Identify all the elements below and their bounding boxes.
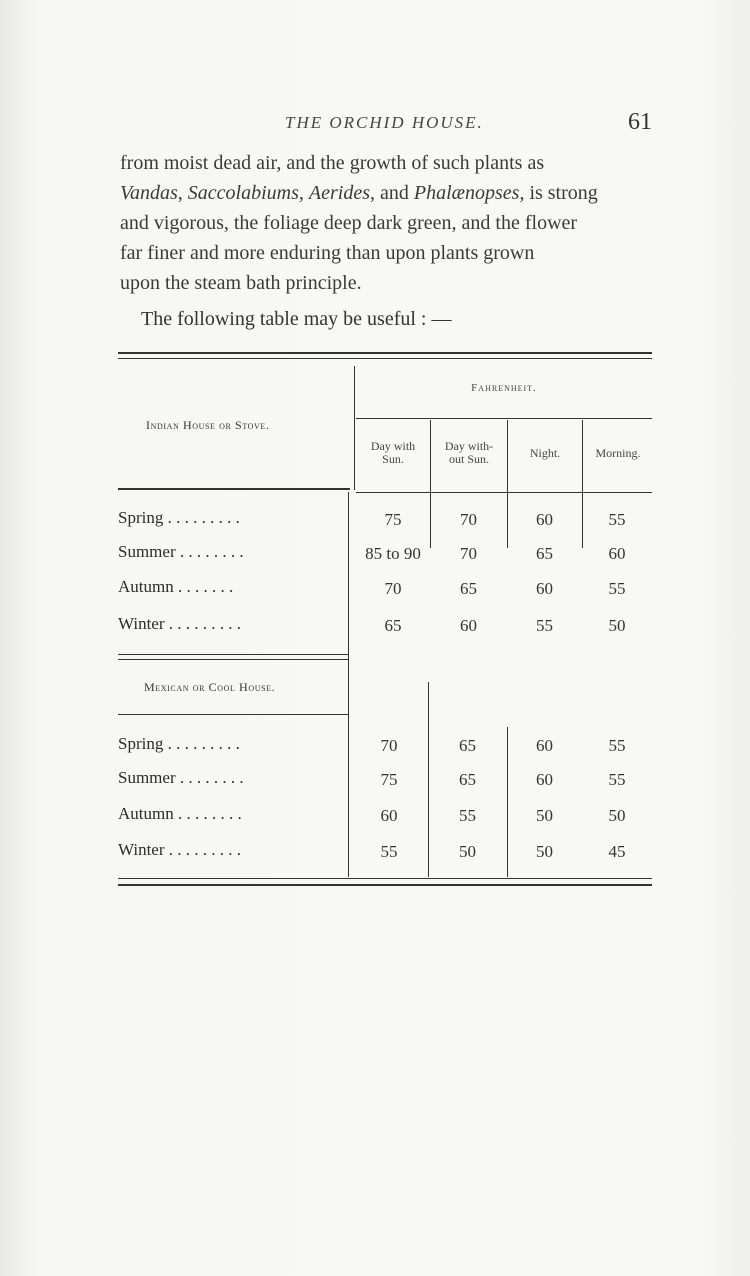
season-label: Winter . . . . . . . . .: [118, 614, 242, 633]
season-label: Winter . . . . . . . . .: [118, 840, 242, 859]
top-rule-thin: [118, 358, 652, 359]
cell-day-with-sun: 55: [380, 842, 398, 861]
cell-day-without-sun: 55: [459, 806, 476, 825]
cell-morning: 45: [608, 842, 626, 861]
season-label: Summer . . . . . . . .: [118, 768, 244, 787]
cell-day-with-sun: 70: [384, 579, 402, 598]
running-title: THE ORCHID HOUSE.: [285, 113, 484, 132]
cell-night: 60: [536, 579, 553, 598]
cell-night: 55: [536, 616, 553, 635]
season-label: Summer . . . . . . . .: [118, 542, 244, 561]
plant-name: Saccolabiums: [187, 182, 299, 204]
stub-header-rule: [118, 488, 350, 490]
running-head: [0, 109, 750, 137]
section-title-indian: Indian House or Stove.: [146, 418, 270, 432]
cell-morning: 50: [608, 806, 626, 825]
paragraph-line: and vigorous, the foliage deep dark green, and the flower: [120, 212, 578, 234]
col-head-morning: Morning.: [595, 446, 641, 460]
cell-night: 50: [536, 842, 553, 861]
cell-night: 60: [536, 736, 553, 755]
table-row: [118, 804, 652, 834]
cell-day-with-sun: 70: [380, 736, 398, 755]
cell-day-with-sun: 75: [384, 510, 402, 529]
cell-day-without-sun: 70: [460, 510, 477, 529]
section-header-rule: [118, 714, 348, 715]
cell-morning: 55: [608, 579, 626, 598]
season-label: Spring . . . . . . . . .: [118, 734, 240, 753]
cell-morning: 55: [608, 736, 626, 755]
season-label: Autumn . . . . . . .: [118, 577, 234, 596]
section-rule: [118, 654, 348, 655]
section-title-mexican: Mexican or Cool House.: [144, 680, 276, 694]
paragraph-line: upon the steam bath principle.: [120, 272, 362, 294]
table-row: [118, 840, 652, 870]
plant-name: Vandas: [120, 182, 178, 204]
plant-name: Phalænopses: [413, 182, 520, 204]
season-label: Autumn . . . . . . . .: [118, 804, 242, 823]
page-number: 61: [628, 109, 652, 135]
cell-morning: 60: [608, 544, 626, 563]
cell-day-with-sun: 65: [384, 616, 402, 635]
cell-day-with-sun: 85 to 90: [365, 544, 421, 563]
body-paragraph: [120, 148, 653, 298]
table-row: [118, 614, 652, 644]
col-head-day-without-sun: Day with- out Sun.: [444, 439, 494, 466]
group-header-rule: [356, 418, 652, 419]
paragraph-line: Vandas, Saccolabiums, Aerides, and Phalænopses, is strong: [120, 182, 598, 204]
fahrenheit-header: Fahrenheit.: [471, 382, 537, 394]
cell-night: 60: [536, 510, 553, 529]
temperature-table: [118, 352, 652, 892]
cell-day-without-sun: 65: [459, 770, 476, 789]
paragraph-line: far finer and more enduring than upon plants grown: [120, 242, 535, 264]
cell-night: 65: [536, 544, 553, 563]
plant-name: Aerides: [308, 182, 370, 204]
table-row: [118, 542, 652, 572]
col-head-day-with-sun: Day with Sun.: [370, 439, 416, 466]
cell-day-without-sun: 65: [459, 736, 476, 755]
column-divider: [354, 366, 355, 490]
top-rule: [118, 352, 652, 354]
bottom-rule: [118, 884, 652, 886]
cell-day-without-sun: 70: [460, 544, 477, 563]
season-label: Spring . . . . . . . . .: [118, 508, 240, 527]
cell-day-with-sun: 75: [380, 770, 398, 789]
table-lead-in: The following table may be useful : —: [141, 308, 452, 330]
table-row: [118, 734, 652, 764]
cell-morning: 55: [608, 770, 626, 789]
bottom-rule-thin: [118, 878, 652, 879]
cell-day-without-sun: 60: [460, 616, 477, 635]
cell-day-without-sun: 50: [459, 842, 476, 861]
cell-night: 50: [536, 806, 553, 825]
section-rule: [118, 659, 348, 660]
table-row: [118, 768, 652, 798]
cell-morning: 55: [608, 510, 626, 529]
cell-morning: 50: [608, 616, 626, 635]
table-row: [118, 577, 652, 607]
cell-night: 60: [536, 770, 553, 789]
paragraph-line: from moist dead air, and the growth of such plants as: [120, 152, 545, 174]
cell-day-without-sun: 65: [460, 579, 477, 598]
cell-day-with-sun: 60: [380, 806, 398, 825]
col-head-night: Night.: [529, 446, 561, 460]
column-header-rule: [356, 492, 652, 493]
table-row: [118, 508, 652, 538]
